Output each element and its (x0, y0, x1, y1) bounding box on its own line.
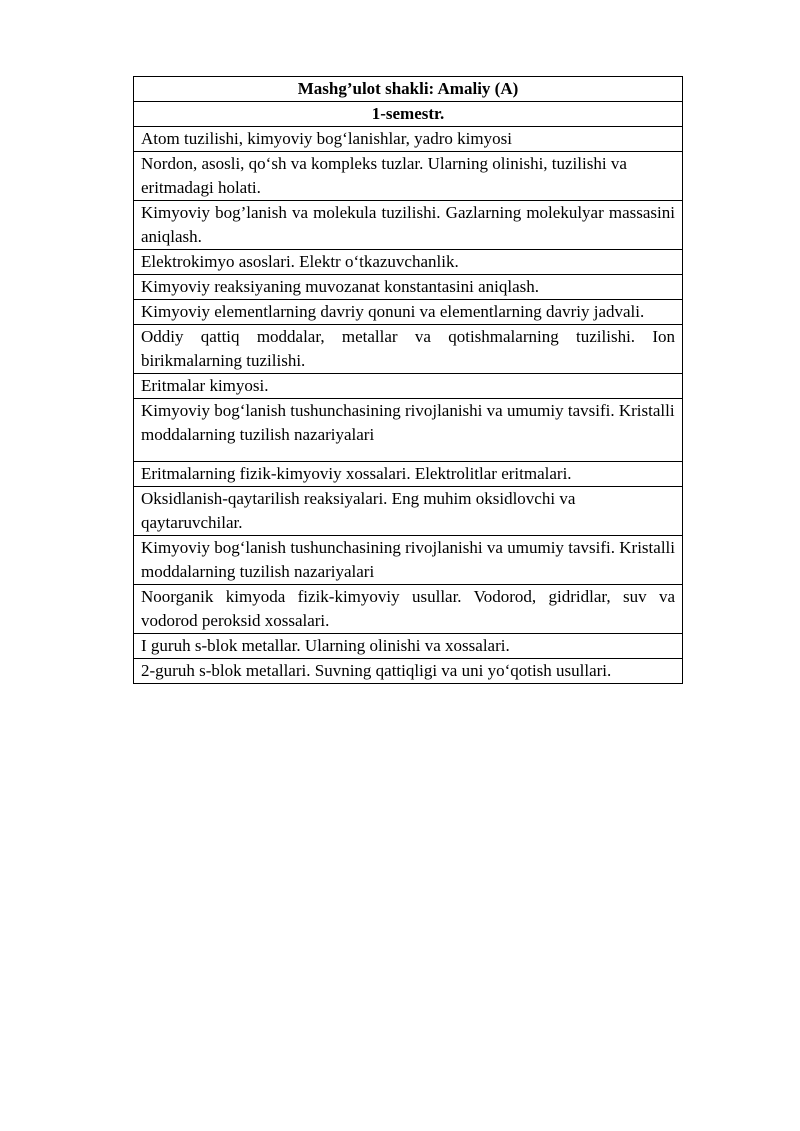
table-cell: Eritmalar kimyosi. (134, 374, 683, 399)
table-cell: Oksidlanish-qaytarilish reaksiyalari. Eng muhim oksidlovchi va qaytaruvchilar. (134, 487, 683, 536)
table-row (134, 634, 683, 659)
table-row (134, 374, 683, 399)
table-cell: Kimyoviy bog‘lanish tushunchasining rivojlanishi va umumiy tavsifi. Kristalli moddalarning tuzilish nazariyalari (134, 399, 683, 462)
table-cell: Kimyoviy bog‘lanish tushunchasining rivojlanishi va umumiy tavsifi. Kristalli moddalarning tuzilish nazariyalari (134, 536, 683, 585)
table-row (134, 659, 683, 684)
table-row (134, 201, 683, 250)
semester-row (134, 102, 683, 127)
table-cell: 2-guruh s-blok metallari. Suvning qattiqligi va uni yo‘qotish usullari. (134, 659, 683, 684)
table-cell: Elektrokimyo asoslari. Elektr o‘tkazuvchanlik. (134, 250, 683, 275)
table-row (134, 536, 683, 585)
table-row (134, 127, 683, 152)
table-header-cell: Mashg’ulot shakli: Amaliy (A) (134, 77, 683, 102)
table-cell: Kimyoviy bog’lanish va molekula tuzilishi. Gazlarning molekulyar massasini aniqlash. (134, 201, 683, 250)
table-row (134, 585, 683, 634)
semester-cell: 1-semestr. (134, 102, 683, 127)
table-cell: Atom tuzilishi, kimyoviy bog‘lanishlar, yadro kimyosi (134, 127, 683, 152)
table-row (134, 399, 683, 462)
table-row (134, 250, 683, 275)
table-cell: Kimyoviy elementlarning davriy qonuni va elementlarning davriy jadvali. (134, 300, 683, 325)
table-cell: I guruh s-blok metallar. Ularning olinishi va xossalari. (134, 634, 683, 659)
table-row (134, 152, 683, 201)
table-cell: Noorganik kimyoda fizik-kimyoviy usullar. Vodorod, gidridlar, suv va vodorod peroksid xossalari. (134, 585, 683, 634)
table-row (134, 487, 683, 536)
table-row (134, 275, 683, 300)
table-cell: Oddiy qattiq moddalar, metallar va qotishmalarning tuzilishi. Ion birikmalarning tuzilishi. (134, 325, 683, 374)
table-row (134, 300, 683, 325)
table-row (134, 325, 683, 374)
table-cell: Nordon, asosli, qo‘sh va kompleks tuzlar. Ularning olinishi, tuzilishi va eritmadagi holati. (134, 152, 683, 201)
table-row (134, 462, 683, 487)
table-cell: Eritmalarning fizik-kimyoviy xossalari. Elektrolitlar eritmalari. (134, 462, 683, 487)
table-header-row (134, 77, 683, 102)
table-cell: Kimyoviy reaksiyaning muvozanat konstantasini aniqlash. (134, 275, 683, 300)
topics-table (133, 76, 683, 684)
